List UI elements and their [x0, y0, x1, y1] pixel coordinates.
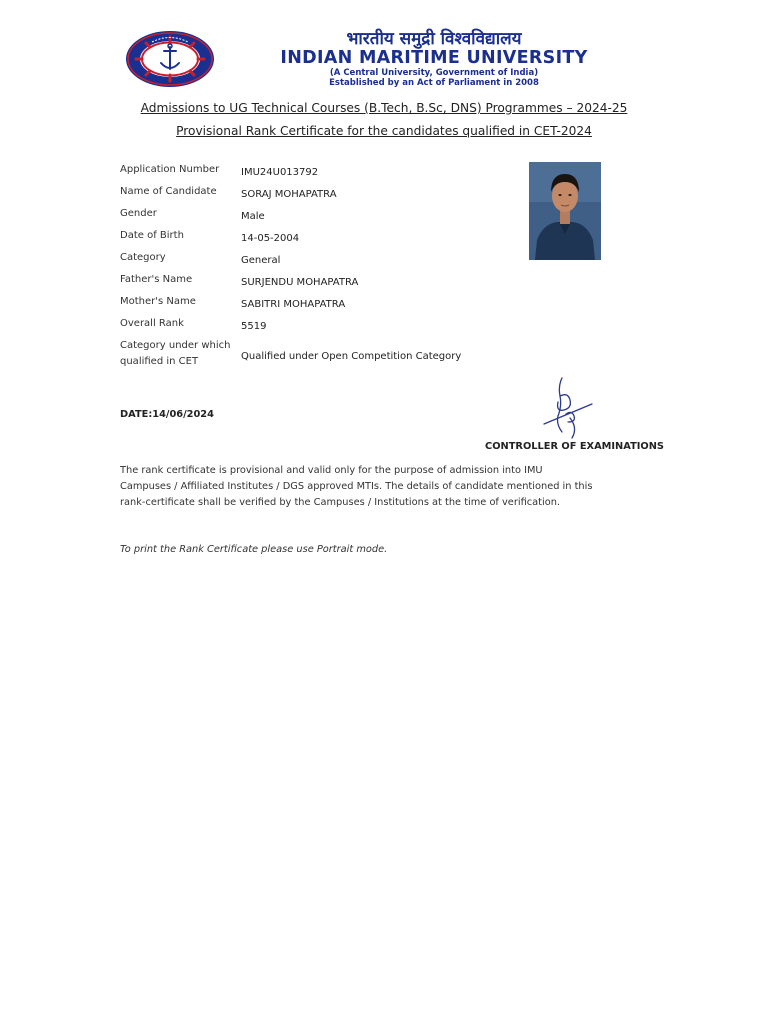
note-line: rank-certificate shall be verified by the Campuses / Institutions at the time of verification.: [120, 497, 561, 508]
university-english-name: INDIAN MARITIME UNIVERSITY: [280, 48, 588, 68]
certificate-heading: Provisional Rank Certificate for the candidates qualified in CET-2024: [176, 124, 592, 138]
field-label-overall-rank: Overall Rank: [120, 318, 184, 329]
field-label-gender: Gender: [120, 208, 157, 219]
field-label-category: Category: [120, 252, 166, 263]
university-establishment: Established by an Act of Parliament in 2008: [329, 78, 539, 88]
field-label-mother-name: Mother's Name: [120, 296, 196, 307]
field-value-father-name: SURJENDU MOHAPATRA: [241, 277, 359, 288]
university-subtitle: (A Central University, Government of India): [329, 68, 539, 78]
field-label-father-name: Father's Name: [120, 274, 193, 285]
university-hindi-name: भारतीय समुद्री विश्वविद्यालय: [346, 29, 522, 49]
field-label-date-of-birth: Date of Birth: [120, 230, 184, 241]
candidate-photo: [529, 162, 601, 260]
note-line: Campuses / Affiliated Institutes / DGS approved MTIs. The details of candidate mentioned in this: [120, 481, 593, 492]
issue-date: DATE:14/06/2024: [120, 409, 214, 420]
field-value-category: General: [241, 255, 281, 266]
field-value-gender: Male: [241, 211, 265, 222]
note-line: The rank certificate is provisional and valid only for the purpose of admission into IMU: [120, 465, 543, 476]
university-header: [120, 26, 648, 92]
field-label-qualifying-category: Category under which qualified in CET: [120, 340, 231, 367]
controller-signature: [532, 372, 598, 442]
field-value-application-number: IMU24U013792: [241, 167, 319, 178]
admission-heading: Admissions to UG Technical Courses (B.Tech, B.Sc, DNS) Programmes – 2024-25: [140, 101, 628, 115]
field-value-candidate-name: SORAJ MOHAPATRA: [241, 189, 337, 200]
provisional-note: [120, 463, 593, 511]
field-value-date-of-birth: 14-05-2004: [241, 233, 300, 244]
university-name-block: [220, 29, 648, 88]
field-value-qualifying-category: Qualified under Open Competition Category: [241, 351, 462, 362]
controller-title: CONTROLLER OF EXAMINATIONS: [485, 441, 664, 452]
field-label-application-number: Application Number: [120, 164, 220, 175]
print-instruction: To print the Rank Certificate please use Portrait mode.: [120, 544, 388, 555]
field-value-mother-name: SABITRI MOHAPATRA: [241, 299, 346, 310]
field-label-candidate-name: Name of Candidate: [120, 186, 217, 197]
university-seal-logo: [122, 29, 218, 89]
field-value-overall-rank: 5519: [241, 321, 267, 332]
